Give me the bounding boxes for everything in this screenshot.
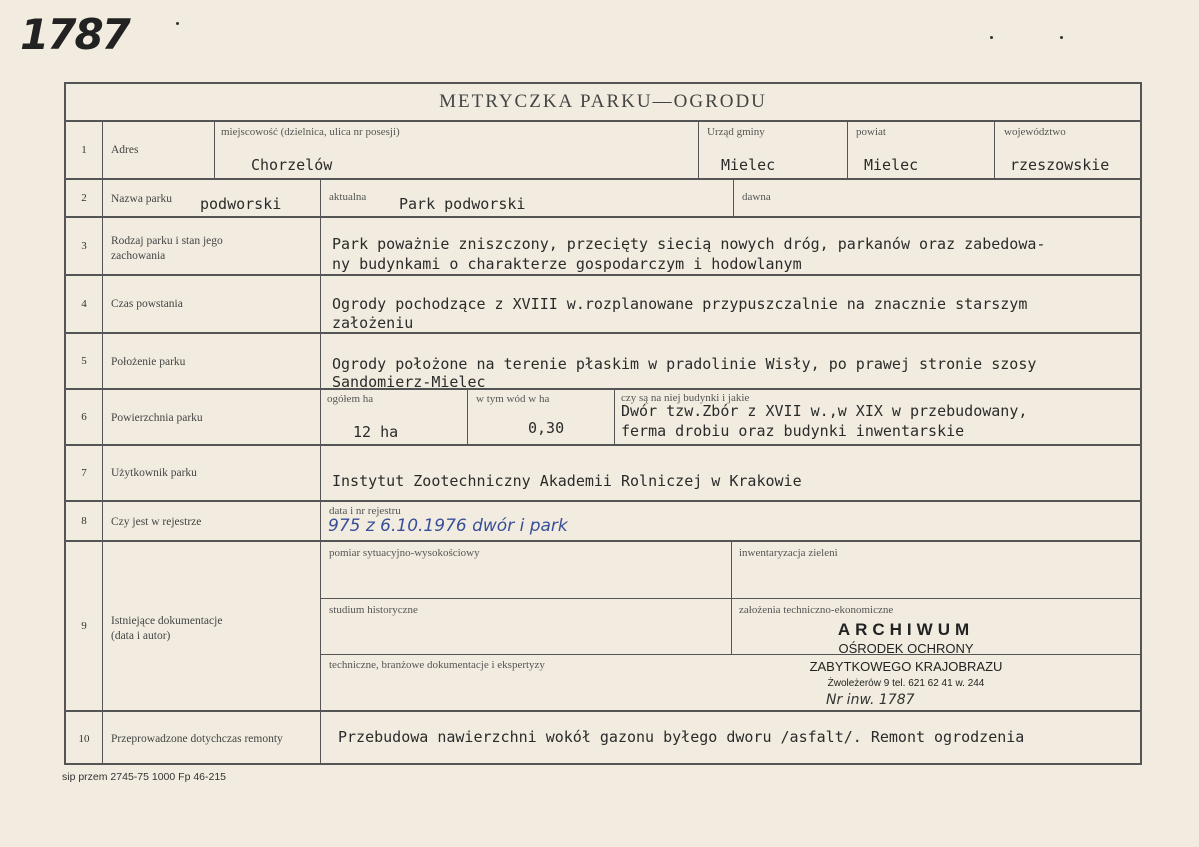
- creation-line-1: Ogrody pochodzące z XVIII w.rozplanowane przypuszczalnie na znacznie starszym: [332, 295, 1028, 313]
- handwritten-number: 1787: [20, 10, 129, 59]
- technical-docs-label: techniczne, branżowe dokumentacje i ekspertyzy: [329, 659, 545, 671]
- location-label: Położenie parku: [111, 356, 186, 368]
- tech-econ-label: założenia techniczno-ekonomiczne: [739, 604, 894, 616]
- documentation-label-1: Istniejące dokumentacje: [111, 615, 223, 627]
- buildings-label: czy są na niej budynki i jakie: [621, 392, 750, 404]
- park-type-label-cell: [103, 218, 321, 274]
- documentation-label-cell: [103, 542, 321, 710]
- form-title: METRYCZKA PARKU—OGRODU: [66, 84, 1140, 122]
- park-name-value: podworski: [200, 195, 282, 213]
- voivodeship-value: rzeszowskie: [1010, 156, 1110, 174]
- user-label: Użytkownik parku: [111, 467, 197, 479]
- voivodeship-label: województwo: [1004, 126, 1066, 138]
- address-label-cell: [103, 122, 215, 178]
- row-number: 2: [66, 180, 103, 216]
- stamp-line-1: ARCHIWUM: [837, 620, 975, 639]
- inventory-label: inwentaryzacja zieleni: [739, 547, 838, 559]
- creation-label-cell: [103, 276, 321, 332]
- speck: [1060, 36, 1063, 39]
- row-number: 3: [66, 218, 103, 274]
- park-type-line-1: Park poważnie zniszczony, przecięty siecią nowych dróg, parkanów oraz zabedowa-: [332, 235, 1046, 253]
- row-location: [66, 334, 1140, 390]
- row-park-type: [66, 218, 1140, 276]
- address-label: Adres: [111, 144, 139, 156]
- row-number: 5: [66, 334, 103, 388]
- buildings-line-2: ferma drobiu oraz budynki inwentarskie: [621, 422, 965, 440]
- repairs-label-cell: [103, 712, 321, 765]
- inventory-number: Nr inw. 1787: [826, 692, 915, 708]
- gmina-cell: [699, 122, 848, 178]
- register-value: 975 z 6.10.1976 dwór i park: [328, 516, 568, 536]
- powiat-cell: [848, 122, 995, 178]
- row-number: 4: [66, 276, 103, 332]
- water-area-cell: [468, 390, 615, 444]
- user-label-cell: [103, 446, 321, 500]
- park-type-label-2: zachowania: [111, 250, 166, 262]
- speck: [990, 36, 993, 39]
- location-line-1: Ogrody położone na terenie płaskim w pradolinie Wisły, po prawej stronie szosy: [332, 355, 1037, 373]
- park-name-cell: [103, 180, 321, 216]
- row-repairs: [66, 712, 1140, 765]
- register-date-label: data i nr rejestru: [329, 505, 401, 517]
- row-number: 9: [66, 542, 103, 710]
- register-label-cell: [103, 502, 321, 540]
- row-area: [66, 390, 1140, 446]
- gmina-value: Mielec: [721, 156, 776, 174]
- stamp-line-4: Żwoleżerów 9 tel. 621 62 41 w. 244: [827, 678, 985, 689]
- repairs-label: Przeprowadzone dotychczas remonty: [111, 733, 283, 745]
- form-frame: [64, 82, 1142, 765]
- row-documentation: [66, 542, 1140, 712]
- repairs-value: Przebudowa nawierzchni wokół gazonu byłego dworu /asfalt/. Remont ogrodzenia: [338, 728, 1025, 746]
- row-number: 1: [66, 122, 103, 178]
- locality-cell: [215, 122, 699, 178]
- gmina-label: Urząd gminy: [707, 126, 765, 138]
- total-area-cell: [321, 390, 468, 444]
- location-line-2: Sandomierz-Mielec: [332, 373, 486, 391]
- location-label-cell: [103, 334, 321, 388]
- speck: [176, 22, 179, 25]
- area-label: Powierzchnia parku: [111, 412, 203, 424]
- row-number: 8: [66, 502, 103, 540]
- powiat-value: Mielec: [864, 156, 919, 174]
- row-user: [66, 446, 1140, 502]
- total-area-label: ogółem ha: [327, 393, 374, 405]
- row-number: 6: [66, 390, 103, 444]
- row-address: [66, 122, 1140, 180]
- total-area-value: 12 ha: [353, 423, 399, 441]
- survey-label: pomiar sytuacyjno-wysokościowy: [329, 547, 480, 559]
- row-park-name: [66, 180, 1140, 218]
- park-type-line-2: ny budynkami o charakterze gospodarczym i hodowlanym: [332, 255, 802, 273]
- row-number: 10: [66, 712, 103, 765]
- row-number: 7: [66, 446, 103, 500]
- stamp-line-3: ZABYTKOWEGO KRAJOBRAZU: [809, 659, 1003, 674]
- row-creation-time: [66, 276, 1140, 334]
- creation-line-2: założeniu: [332, 314, 414, 332]
- powiat-label: powiat: [856, 126, 886, 138]
- print-info: sip przem 2745-75 1000 Fp 46-215: [62, 771, 227, 783]
- water-area-label: w tym wód w ha: [476, 393, 550, 405]
- creation-label: Czas powstania: [111, 298, 183, 310]
- current-name-value: Park podworski: [399, 195, 526, 213]
- area-label-cell: [103, 390, 321, 444]
- park-type-label-1: Rodzaj parku i stan jego: [111, 235, 223, 247]
- buildings-line-1: Dwór tzw.Zbór z XVII w.,w XIX w przebudowany,: [621, 402, 1028, 420]
- history-label: studium historyczne: [329, 604, 418, 616]
- register-label: Czy jest w rejestrze: [111, 516, 202, 528]
- current-name-cell: [321, 180, 734, 216]
- water-area-value: 0,30: [528, 419, 565, 437]
- archive-stamp: [801, 620, 1011, 689]
- documentation-label-2: (data i autor): [111, 630, 171, 642]
- current-name-label: aktualna: [329, 191, 367, 203]
- stamp-line-2: OŚRODEK OCHRONY: [838, 641, 974, 656]
- park-name-label: Nazwa parku: [111, 193, 172, 205]
- user-value: Instytut Zootechniczny Akademii Rolniczej w Krakowie: [332, 472, 802, 490]
- locality-value: Chorzelów: [251, 156, 333, 174]
- row-register: [66, 502, 1140, 542]
- locality-label: miejscowość (dzielnica, ulica nr posesji): [221, 126, 400, 138]
- former-name-label: dawna: [742, 191, 771, 203]
